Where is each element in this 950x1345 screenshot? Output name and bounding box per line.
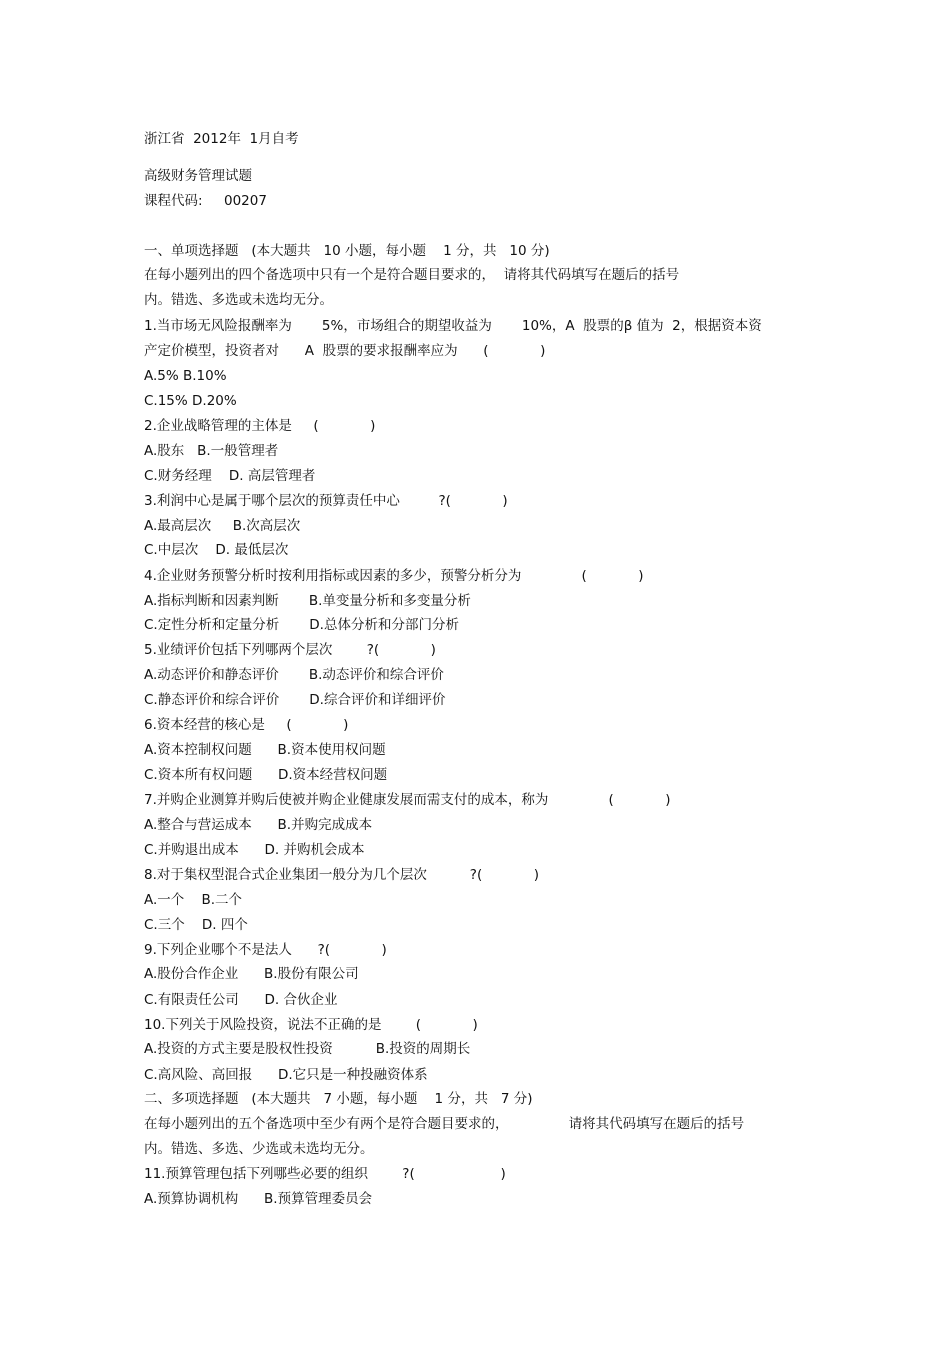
section-2-instruction: 在每小题列出的五个备选项中至少有两个是符合题目要求的， 请将其代码填写在题后的括号 bbox=[144, 1116, 745, 1132]
section-2-heading: 二、多项选择题 (本大题共 7 小题，每小题 1 分，共 7 分) bbox=[144, 1091, 533, 1107]
question-7-stem: 7.并购企业测算并购后使被并购企业健康发展而需支付的成本，称为 ( ) bbox=[144, 792, 671, 808]
question-6-options-cd: C.资本所有权问题 D.资本经营权问题 bbox=[144, 767, 388, 783]
question-3-stem: 3.利润中心是属于哪个层次的预算责任中心 ?( ) bbox=[144, 493, 508, 509]
section-2-instruction-cont: 内。错选、多选、少选或未选均无分。 bbox=[144, 1141, 374, 1157]
question-9-options-ab: A.股份合作企业 B.股份有限公司 bbox=[144, 966, 359, 982]
question-1-stem: 1.当市场无风险报酬率为 5%，市场组合的期望收益为 10%，A 股票的β 值为 2，根据资本资 bbox=[144, 318, 762, 334]
question-10-options-cd: C.高风险、高回报 D.它只是一种投融资体系 bbox=[144, 1067, 428, 1083]
question-4-options-cd: C.定性分析和定量分析 D.总体分析和分部门分析 bbox=[144, 617, 459, 633]
question-5-options-ab: A.动态评价和静态评价 B.动态评价和综合评价 bbox=[144, 667, 444, 683]
question-1-stem-cont: 产定价模型，投资者对 A 股票的要求报酬率应为 ( ) bbox=[144, 343, 546, 359]
question-5-stem: 5.业绩评价包括下列哪两个层次 ?( ) bbox=[144, 642, 436, 658]
question-9-options-cd: C.有限责任公司 D. 合伙企业 bbox=[144, 992, 338, 1008]
question-6-stem: 6.资本经营的核心是 ( ) bbox=[144, 717, 349, 733]
section-1-heading: 一、单项选择题 (本大题共 10 小题，每小题 1 分，共 10 分) bbox=[144, 243, 550, 259]
question-1-options-ab: A.5% B.10% bbox=[144, 368, 227, 384]
question-4-options-ab: A.指标判断和因素判断 B.单变量分析和多变量分析 bbox=[144, 593, 471, 609]
question-7-options-ab: A.整合与营运成本 B.并购完成成本 bbox=[144, 817, 373, 833]
question-3-options-ab: A.最高层次 B.次高层次 bbox=[144, 518, 301, 534]
section-1-instruction: 在每小题列出的四个备选项中只有一个是符合题目要求的， 请将其代码填写在题后的括号 bbox=[144, 267, 680, 283]
section-1-instruction-cont: 内。错选、多选或未选均无分。 bbox=[144, 292, 333, 308]
question-10-options-ab: A.投资的方式主要是股权性投资 B.投资的周期长 bbox=[144, 1041, 471, 1057]
question-11-stem: 11.预算管理包括下列哪些必要的组织 ?( ) bbox=[144, 1166, 506, 1182]
question-3-options-cd: C.中层次 D. 最低层次 bbox=[144, 542, 289, 558]
question-4-stem: 4.企业财务预警分析时按利用指标或因素的多少，预警分析分为 ( ) bbox=[144, 568, 644, 584]
question-5-options-cd: C.静态评价和综合评价 D.综合评价和详细评价 bbox=[144, 692, 446, 708]
course-code: 课程代码: 00207 bbox=[144, 193, 267, 209]
question-11-options-ab: A.预算协调机构 B.预算管理委员会 bbox=[144, 1191, 373, 1207]
question-1-options-cd: C.15% D.20% bbox=[144, 393, 237, 409]
question-2-stem: 2.企业战略管理的主体是 ( ) bbox=[144, 418, 376, 434]
question-6-options-ab: A.资本控制权问题 B.资本使用权问题 bbox=[144, 742, 386, 758]
exam-title: 浙江省 2012年 1月自考 bbox=[144, 131, 299, 147]
question-9-stem: 9.下列企业哪个不是法人 ?( ) bbox=[144, 942, 387, 958]
question-7-options-cd: C.并购退出成本 D. 并购机会成本 bbox=[144, 842, 365, 858]
question-2-options-ab: A.股东 B.一般管理者 bbox=[144, 443, 279, 459]
question-8-options-ab: A.一个 B.二个 bbox=[144, 892, 243, 908]
question-8-options-cd: C.三个 D. 四个 bbox=[144, 917, 248, 933]
subject-name: 高级财务管理试题 bbox=[144, 168, 252, 184]
question-8-stem: 8.对于集权型混合式企业集团一般分为几个层次 ?( ) bbox=[144, 867, 539, 883]
question-2-options-cd: C.财务经理 D. 高层管理者 bbox=[144, 468, 316, 484]
question-10-stem: 10.下列关于风险投资，说法不正确的是 ( ) bbox=[144, 1017, 478, 1033]
